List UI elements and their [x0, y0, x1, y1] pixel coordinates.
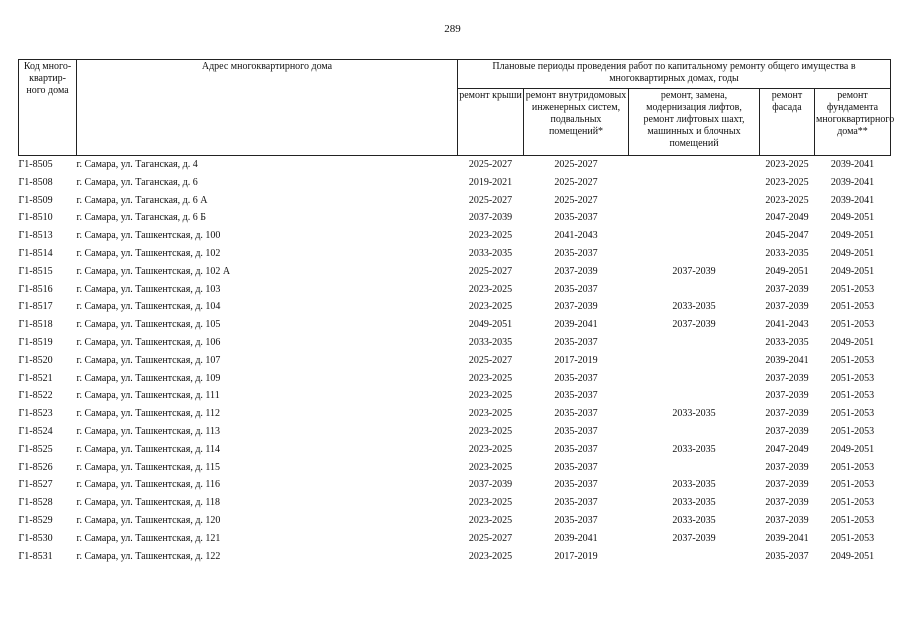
cell-elevators	[629, 548, 760, 566]
cell-engineering: 2025-2027	[554, 194, 598, 206]
cell-roof: 2019-2021	[468, 176, 513, 188]
cell-facade: 2037-2039	[765, 514, 809, 526]
cell-engineering: 2035-2037	[554, 390, 598, 402]
cell-roof: 2023-2025	[468, 425, 513, 437]
cell-code: Г1-8530	[18, 532, 53, 544]
cell-elevators: 2033-2035	[672, 408, 716, 420]
cell-foundation: 2049-2051	[830, 550, 875, 562]
cell-foundation: 2051-2053	[830, 390, 875, 402]
cell-elevators: 2033-2035	[672, 497, 716, 509]
cell-address: г. Самара, ул. Ташкентская, д. 112	[76, 408, 221, 420]
cell-address: г. Самара, ул. Ташкентская, д. 106	[76, 336, 221, 348]
cell-facade: 2037-2039	[765, 372, 809, 384]
cell-facade: 2035-2037	[765, 550, 809, 562]
table-row	[19, 209, 891, 227]
cell-code: Г1-8514	[18, 247, 53, 259]
cell-code: Г1-8519	[18, 336, 53, 348]
cell-address: г. Самара, ул. Таганская, д. 6 Б	[76, 212, 206, 224]
cell-facade: 2037-2039	[765, 390, 809, 402]
cell-engineering: 2035-2037	[554, 461, 598, 473]
cell-engineering: 2035-2037	[554, 372, 598, 384]
cell-elevators	[629, 281, 760, 299]
cell-roof: 2025-2027	[458, 156, 524, 174]
cell-foundation: 2049-2051	[830, 443, 875, 455]
cell-foundation: 2051-2053	[830, 354, 875, 366]
cell-code: Г1-8515	[18, 265, 53, 277]
cell-address: г. Самара, ул. Ташкентская, д. 122	[76, 550, 221, 562]
cell-elevators	[629, 387, 760, 405]
cell-roof: 2023-2025	[468, 390, 513, 402]
cell-roof: 2037-2039	[468, 479, 513, 491]
header-elevators: ремонт, замена, модернизация лифтов, ремонт лифтовых шахт, машинных и блочных помещений	[629, 89, 760, 156]
cell-foundation: 2039-2041	[830, 194, 875, 206]
cell-address: г. Самара, ул. Ташкентская, д. 102	[76, 247, 221, 259]
cell-facade: 2037-2039	[765, 283, 809, 295]
header-code: Код много-квартир-ного дома	[19, 60, 77, 156]
cell-engineering: 2035-2037	[554, 425, 598, 437]
cell-engineering: 2037-2039	[554, 265, 598, 277]
cell-facade: 2033-2035	[765, 247, 809, 259]
cell-engineering: 2035-2037	[554, 479, 598, 491]
table-row	[19, 441, 891, 459]
cell-roof: 2025-2027	[468, 354, 513, 366]
cell-roof: 2023-2025	[468, 497, 513, 509]
table-row	[19, 298, 891, 316]
table-row	[19, 494, 891, 512]
cell-roof: 2033-2035	[468, 247, 513, 259]
cell-engineering: 2035-2037	[554, 212, 598, 224]
cell-code: Г1-8522	[18, 390, 53, 402]
cell-address: г. Самара, ул. Ташкентская, д. 121	[76, 532, 221, 544]
cell-roof: 2023-2025	[468, 230, 513, 242]
table-row	[19, 352, 891, 370]
cell-address: г. Самара, ул. Ташкентская, д. 113	[76, 425, 221, 437]
cell-address: г. Самара, ул. Ташкентская, д. 111	[76, 390, 220, 402]
cell-elevators: 2033-2035	[672, 443, 716, 455]
cell-facade: 2039-2041	[765, 532, 809, 544]
cell-roof: 2025-2027	[468, 194, 513, 206]
cell-code: Г1-8513	[18, 230, 53, 242]
cell-roof: 2033-2035	[468, 336, 513, 348]
cell-roof: 2023-2025	[468, 283, 513, 295]
cell-foundation: 2051-2053	[830, 514, 875, 526]
cell-facade: 2037-2039	[765, 425, 809, 437]
cell-elevators	[629, 352, 760, 370]
cell-address: г. Самара, ул. Ташкентская, д. 118	[76, 497, 221, 509]
cell-roof: 2025-2027	[468, 265, 513, 277]
cell-roof: 2025-2027	[468, 532, 513, 544]
cell-engineering: 2035-2037	[554, 514, 598, 526]
cell-elevators	[629, 156, 760, 174]
table-row	[19, 263, 891, 281]
cell-facade: 2033-2035	[765, 336, 809, 348]
cell-address: г. Самара, ул. Ташкентская, д. 107	[76, 354, 221, 366]
cell-code: Г1-8520	[18, 354, 53, 366]
cell-code: Г1-8505	[19, 156, 77, 174]
cell-elevators	[629, 174, 760, 192]
cell-facade: 2045-2047	[765, 230, 809, 242]
cell-facade: 2041-2043	[765, 319, 809, 331]
header-roof: ремонт крыши	[458, 89, 524, 156]
cell-engineering: 2039-2041	[554, 319, 598, 331]
cell-code: Г1-8526	[18, 461, 53, 473]
table-row	[19, 174, 891, 192]
cell-code: Г1-8529	[18, 514, 53, 526]
cell-engineering: 2017-2019	[554, 354, 598, 366]
cell-elevators	[629, 423, 760, 441]
table-header	[19, 60, 895, 156]
cell-foundation: 2049-2051	[830, 336, 875, 348]
table-row	[19, 459, 891, 477]
table-row	[19, 192, 891, 210]
cell-foundation: 2039-2041	[830, 176, 875, 188]
cell-code: Г1-8509	[18, 194, 53, 206]
cell-elevators	[629, 227, 760, 245]
table-row	[19, 316, 891, 334]
cell-address: г. Самара, ул. Ташкентская, д. 116	[76, 479, 221, 491]
header-facade: ремонт фасада	[760, 89, 815, 156]
table-row	[19, 334, 891, 352]
cell-facade: 2047-2049	[765, 212, 809, 224]
cell-elevators	[629, 192, 760, 210]
cell-elevators	[629, 245, 760, 263]
cell-code: Г1-8528	[18, 497, 53, 509]
header-periods-group: Плановые периоды проведения работ по капитальному ремонту общего имущества в многоквартирных домах, годы	[458, 60, 891, 89]
cell-foundation: 2051-2053	[830, 408, 875, 420]
cell-foundation: 2051-2053	[830, 301, 875, 313]
cell-facade: 2049-2051	[765, 265, 809, 277]
cell-facade: 2037-2039	[765, 461, 809, 473]
table-row	[19, 370, 891, 388]
table-row	[19, 245, 891, 263]
cell-engineering: 2035-2037	[554, 283, 598, 295]
cell-foundation: 2051-2053	[830, 461, 875, 473]
table-row	[19, 387, 891, 405]
cell-engineering: 2025-2027	[524, 156, 629, 174]
cell-address: г. Самара, ул. Ташкентская, д. 120	[76, 514, 221, 526]
header-foundation: ремонт фундамента многоквартирного дома**	[815, 89, 891, 156]
cell-code: Г1-8523	[18, 408, 53, 420]
cell-roof: 2023-2025	[468, 443, 513, 455]
cell-address: г. Самара, ул. Ташкентская, д. 103	[76, 283, 221, 295]
table-row	[19, 512, 891, 530]
table-row	[19, 227, 891, 245]
cell-code: Г1-8516	[18, 283, 53, 295]
cell-code: Г1-8524	[18, 425, 53, 437]
cell-roof: 2023-2025	[468, 372, 513, 384]
cell-facade: 2037-2039	[765, 497, 809, 509]
cell-engineering: 2017-2019	[554, 550, 598, 562]
cell-address: г. Самара, ул. Ташкентская, д. 105	[76, 319, 221, 331]
cell-address: г. Самара, ул. Ташкентская, д. 100	[76, 230, 221, 242]
cell-facade: 2039-2041	[765, 354, 809, 366]
cell-elevators: 2037-2039	[672, 319, 716, 331]
cell-elevators: 2033-2035	[672, 301, 716, 313]
table-row	[19, 476, 891, 494]
table-row	[19, 405, 891, 423]
cell-address: г. Самара, ул. Ташкентская, д. 115	[76, 461, 221, 473]
cell-elevators	[629, 370, 760, 388]
cell-address: г. Самара, ул. Таганская, д. 6 А	[76, 194, 208, 206]
cell-roof: 2023-2025	[468, 301, 513, 313]
cell-elevators	[629, 334, 760, 352]
cell-address: г. Самара, ул. Ташкентская, д. 104	[76, 301, 221, 313]
cell-code: Г1-8517	[18, 301, 53, 313]
cell-roof: 2049-2051	[468, 319, 513, 331]
cell-roof: 2023-2025	[468, 461, 513, 473]
table-body	[19, 156, 891, 566]
cell-foundation: 2051-2053	[830, 283, 875, 295]
cell-facade: 2047-2049	[765, 443, 809, 455]
cell-address: г. Самара, ул. Таганская, д. 4	[77, 156, 458, 174]
cell-roof: 2023-2025	[468, 550, 513, 562]
cell-foundation: 2051-2053	[830, 479, 875, 491]
cell-foundation: 2049-2051	[830, 265, 875, 277]
cell-address: г. Самара, ул. Таганская, д. 6	[76, 176, 198, 188]
cell-code: Г1-8510	[18, 212, 53, 224]
cell-elevators	[629, 209, 760, 227]
cell-elevators	[629, 459, 760, 477]
cell-foundation: 2049-2051	[830, 247, 875, 259]
cell-engineering: 2039-2041	[554, 532, 598, 544]
cell-elevators: 2037-2039	[672, 265, 716, 277]
cell-facade: 2037-2039	[765, 479, 809, 491]
cell-address: г. Самара, ул. Ташкентская, д. 102 А	[76, 265, 231, 277]
cell-address: г. Самара, ул. Ташкентская, д. 114	[76, 443, 221, 455]
cell-engineering: 2035-2037	[554, 443, 598, 455]
cell-code: Г1-8518	[18, 319, 53, 331]
cell-roof: 2037-2039	[468, 212, 513, 224]
cell-roof: 2023-2025	[468, 514, 513, 526]
cell-foundation: 2051-2053	[830, 319, 875, 331]
cell-facade: 2023-2025	[760, 156, 815, 174]
cell-foundation: 2051-2053	[830, 532, 875, 544]
cell-elevators: 2033-2035	[672, 514, 716, 526]
cell-engineering: 2035-2037	[554, 247, 598, 259]
cell-foundation: 2039-2041	[815, 156, 891, 174]
cell-code: Г1-8508	[18, 176, 53, 188]
cell-foundation: 2051-2053	[830, 425, 875, 437]
cell-facade: 2023-2025	[765, 194, 809, 206]
cell-foundation: 2049-2051	[830, 212, 875, 224]
cell-engineering: 2041-2043	[554, 230, 598, 242]
cell-foundation: 2051-2053	[830, 372, 875, 384]
cell-code: Г1-8521	[18, 372, 53, 384]
table-row	[19, 423, 891, 441]
cell-engineering: 2025-2027	[554, 176, 598, 188]
cell-engineering: 2035-2037	[554, 336, 598, 348]
header-address: Адрес многоквартирного дома	[77, 60, 458, 156]
cell-engineering: 2037-2039	[554, 301, 598, 313]
table-row	[19, 530, 891, 548]
cell-elevators: 2033-2035	[672, 479, 716, 491]
cell-code: Г1-8525	[18, 443, 53, 455]
cell-facade: 2037-2039	[765, 408, 809, 420]
cell-foundation: 2051-2053	[830, 497, 875, 509]
cell-code: Г1-8527	[18, 479, 53, 491]
repair-schedule-table	[18, 59, 895, 565]
cell-facade: 2023-2025	[765, 176, 809, 188]
cell-engineering: 2035-2037	[554, 408, 598, 420]
table-row	[19, 281, 891, 299]
cell-elevators: 2037-2039	[672, 532, 716, 544]
table-row	[19, 548, 891, 566]
cell-engineering: 2035-2037	[554, 497, 598, 509]
cell-address: г. Самара, ул. Ташкентская, д. 109	[76, 372, 221, 384]
table-row	[19, 156, 891, 174]
cell-foundation: 2049-2051	[830, 230, 875, 242]
page-number: 289	[444, 23, 461, 35]
cell-facade: 2037-2039	[765, 301, 809, 313]
header-engineering: ремонт внутридомовых инженерных систем, подвальных помещений*	[524, 89, 629, 156]
cell-roof: 2023-2025	[468, 408, 513, 420]
cell-code: Г1-8531	[18, 550, 53, 562]
